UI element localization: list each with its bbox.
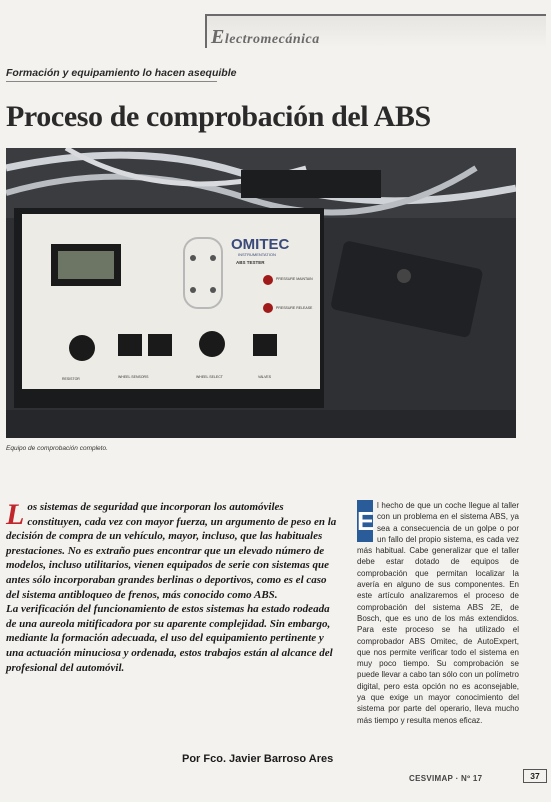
lead-text-1: os sistemas de seguridad que incorporan los automóviles constituyen, cada vez con mayor fuerza, un argumento de peso en la decisión de compra de un vehículo, mayor, incluso, que las habituales prestaciones. No es extraño pues encontrar que un elevado número de modelos, incluso utilitarios, vienen equipados de serie con sistemas que antes sólo incorporaban grandes berlinas o deportivos, como es el caso del sistema antibloqueo de frenos, más conocido como ABS. — [6, 501, 337, 601]
lead-text-2: La verificación del funcionamiento de estos sistemas ha estado rodeada de una aureola mitificadora por su aparente complejidad. Sin embargo, mediante la formación adecuada, el uso del equipamiento pertinente y una actuación minuciosa y ordenada, estos trabajos están al alcance del profesional del automóvil. — [6, 603, 333, 674]
photo-illustration — [6, 148, 516, 438]
body-text: l hecho de que un coche llegue al taller con un problema en el sistema ABS, ya sea a consecuencia de un golpe o por un fallo del propio sistema, es cada vez más habitual. Cabe generalizar que el taller debe estar dotado de equipos de comprobación que permitan localizar la avería en alguno de sus componentes. En este artículo analizaremos el proceso de comprobación del sistema ABS 2E, de Bosch, que es uno de los más extendidos. Para este proceso se ha utilizado el comprobador ABS Omitec, de AutoExpert, que nos permite verificar todo el sistema en muy poco tiempo. Su comprobación se puede llevar a cabo tan sólo con un polímetro digital, pero esta opción no es aconsejable, ya que exige un mayor conocimiento del sistema por parte del operario, lleva mucho más tiempo y resulta menos eficaz. — [357, 501, 519, 725]
photo-abs-tester — [6, 148, 516, 438]
photo-label-sensors: WHEEL SENSORS — [118, 375, 149, 379]
body-drop-cap: E — [357, 500, 373, 542]
byline: Por Fco. Javier Barroso Ares — [182, 753, 334, 765]
page-number: 37 — [523, 769, 547, 783]
lead-paragraph — [6, 500, 338, 675]
photo-label-select: WHEEL SELECT — [196, 375, 223, 379]
footer-magazine: CESVIMAP · Nº 17 — [409, 774, 483, 783]
photo-label-resistor: RESISTOR — [62, 377, 80, 381]
photo-label-release: PRESSURE RELEASE — [276, 306, 313, 310]
photo-brand-sub: INSTRUMENTATION — [238, 252, 276, 257]
headline: Proceso de comprobación del ABS — [6, 100, 431, 133]
section-label: Electromecánica — [211, 26, 320, 48]
photo-brand: OMITEC — [231, 236, 290, 253]
body-column — [357, 500, 519, 726]
section-tab — [205, 14, 546, 48]
photo-caption: Equipo de comprobación completo. — [6, 445, 108, 452]
lead-drop-cap: L — [6, 498, 25, 531]
kicker: Formación y equipamiento lo hacen asequible — [6, 67, 217, 82]
photo-panel-title: ABS TESTER — [236, 260, 265, 265]
photo-label-maintain: PRESSURE MAINTAIN — [276, 277, 313, 281]
photo-label-valves: VALVES — [258, 375, 272, 379]
